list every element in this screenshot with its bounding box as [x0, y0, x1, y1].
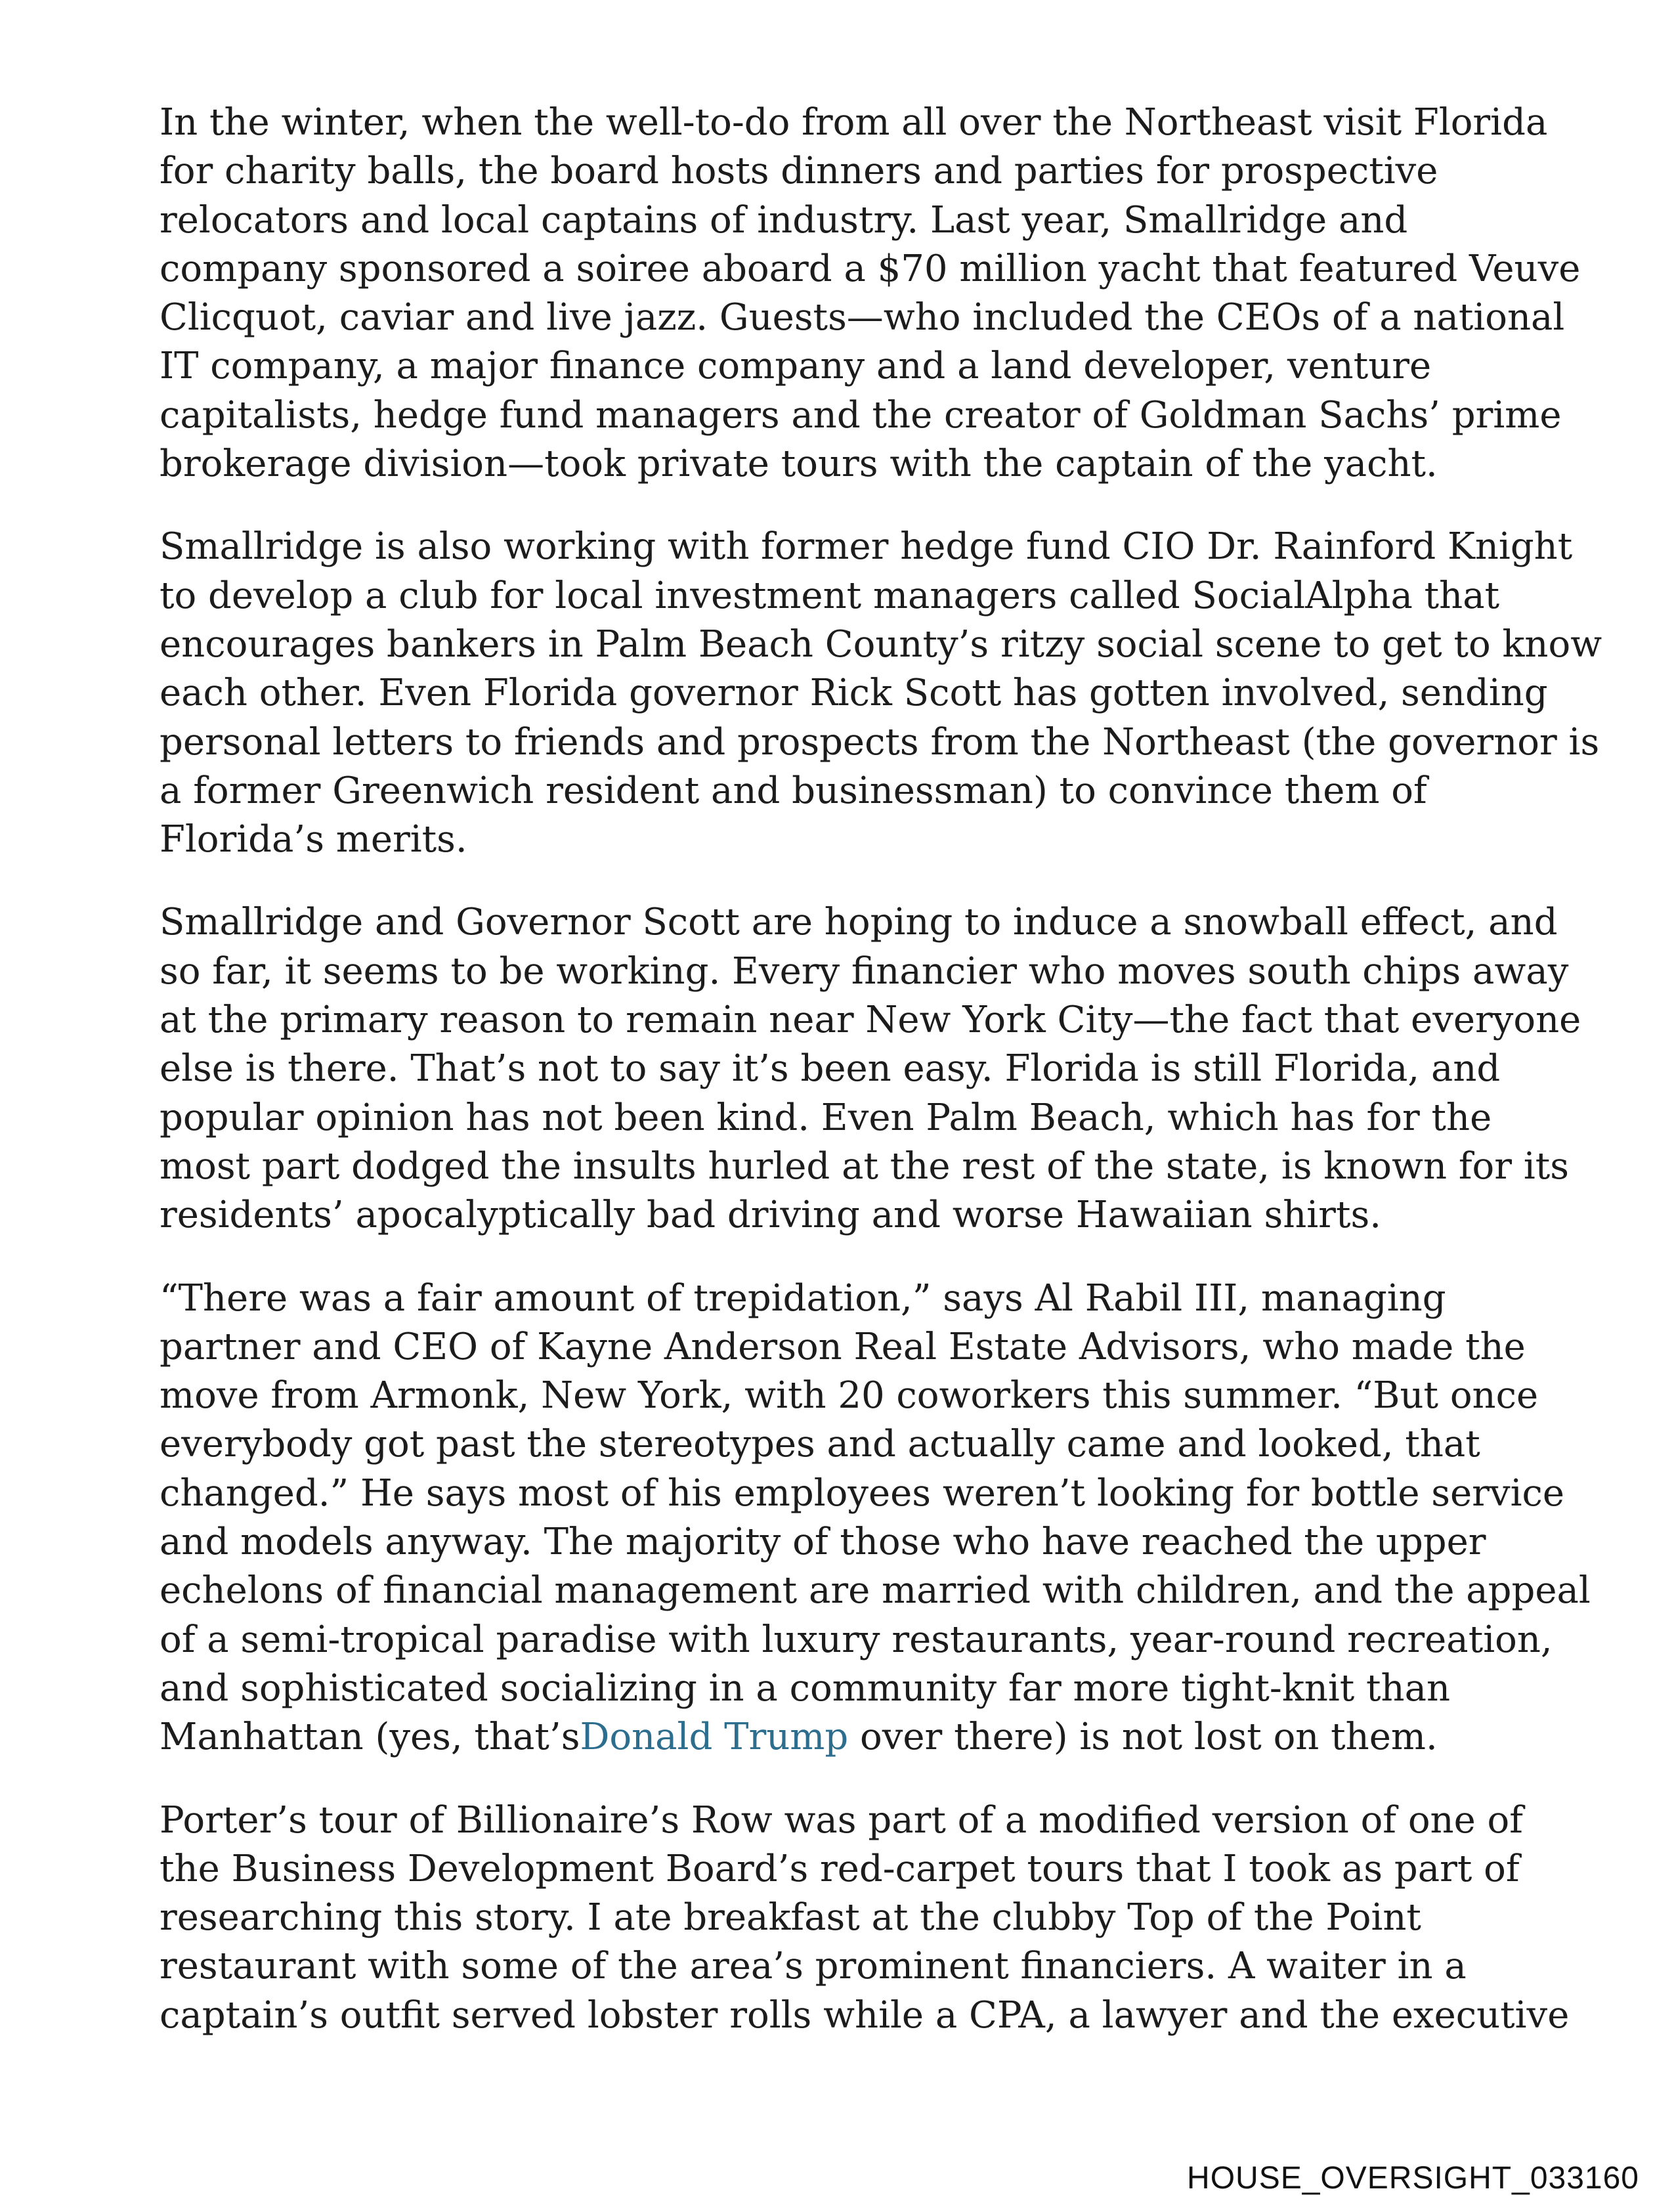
text-line: so far, it seems to be working. Every financier who moves south chips away	[160, 949, 1569, 993]
text-line: personal letters to friends and prospects from the Northeast (the governor is	[160, 720, 1600, 764]
text-line: at the primary reason to remain near New York City—the fact that everyone	[160, 999, 1581, 1042]
text-line: company sponsored a soiree aboard a $70 million yacht that featured Veuve	[160, 247, 1581, 290]
paragraph-1	[160, 98, 1581, 488]
text-line: Smallridge is also working with former hedge fund CIO Dr. Rainford Knight	[160, 525, 1573, 569]
text-line: encourages bankers in Palm Beach County’s ritzy social scene to get to know	[160, 622, 1602, 666]
text-line: the Business Development Board’s red-carpet tours that I took as part of	[160, 1847, 1520, 1890]
text-line: echelons of financial management are married with children, and the appeal	[160, 1569, 1591, 1613]
text-line: and sophisticated socializing in a community far more tight-knit than	[160, 1666, 1451, 1710]
text-line: popular opinion has not been kind. Even Palm Beach, which has for the	[160, 1096, 1492, 1139]
text-line: captain’s outfit served lobster rolls while a CPA, a lawyer and the executive	[160, 1993, 1570, 2037]
text-line: everybody got past the stereotypes and actually came and looked, that	[160, 1423, 1480, 1466]
text-line: else is there. That’s not to say it’s been easy. Florida is still Florida, and	[160, 1047, 1501, 1091]
article-body	[160, 98, 1602, 2074]
paragraph-2	[160, 523, 1602, 864]
text-line: residents’ apocalyptically bad driving and worse Hawaiian shirts.	[160, 1194, 1381, 1237]
text-line: move from Armonk, New York, with 20 coworkers this summer. “But once	[160, 1374, 1539, 1418]
paragraph-5	[160, 1796, 1570, 2040]
paragraph-4	[160, 1274, 1591, 1762]
text-line: In the winter, when the well-to-do from all over the Northeast visit Florida	[160, 101, 1548, 144]
text-line: capitalists, hedge fund managers and the creator of Goldman Sachs’ prime	[160, 393, 1562, 437]
text-segment: over there) is not lost on them.	[848, 1716, 1438, 1759]
text-line: Porter’s tour of Billionaire’s Row was part of a modified version of one of	[160, 1798, 1523, 1842]
text-line: relocators and local captains of industry. Last year, Smallridge and	[160, 198, 1408, 242]
text-line: most part dodged the insults hurled at the rest of the state, is known for its	[160, 1144, 1569, 1188]
text-line: to develop a club for local investment managers called SocialAlpha that	[160, 574, 1500, 617]
text-line: for charity balls, the board hosts dinners and parties for prospective	[160, 150, 1438, 193]
text-line: researching this story. I ate breakfast at the clubby Top of the Point	[160, 1896, 1421, 1940]
text-line: and models anyway. The majority of those who have reached the upper	[160, 1521, 1486, 1564]
text-line: Smallridge and Governor Scott are hoping to induce a snowball effect, and	[160, 901, 1558, 944]
text-line: changed.” He says most of his employees weren’t looking for bottle service	[160, 1471, 1565, 1515]
text-line: a former Greenwich resident and businessman) to convince them of	[160, 769, 1427, 812]
text-line: IT company, a major finance company and a land developer, venture	[160, 345, 1432, 388]
text-line-with-link	[160, 1713, 1532, 1762]
text-line: partner and CEO of Kayne Anderson Real Estate Advisors, who made the	[160, 1325, 1526, 1368]
donald-trump-link[interactable]: Donald Trump	[580, 1716, 849, 1759]
paragraph-3	[160, 898, 1581, 1240]
document-id-label: HOUSE_OVERSIGHT_033160	[1187, 2161, 1639, 2196]
text-line: of a semi-tropical paradise with luxury restaurants, year-round recreation,	[160, 1618, 1553, 1661]
text-line: brokerage division—took private tours with the captain of the yacht.	[160, 443, 1438, 486]
text-line: each other. Even Florida governor Rick Scott has gotten involved, sending	[160, 672, 1548, 715]
text-line: restaurant with some of the area’s prominent financiers. A waiter in a	[160, 1945, 1467, 1988]
text-line: Clicquot, caviar and live jazz. Guests—who included the CEOs of a national	[160, 296, 1565, 339]
text-line: “There was a fair amount of trepidation,” says Al Rabil III, managing	[160, 1276, 1446, 1320]
text-line: Florida’s merits.	[160, 818, 467, 861]
text-segment: Manhattan (yes, that’s	[160, 1716, 580, 1759]
